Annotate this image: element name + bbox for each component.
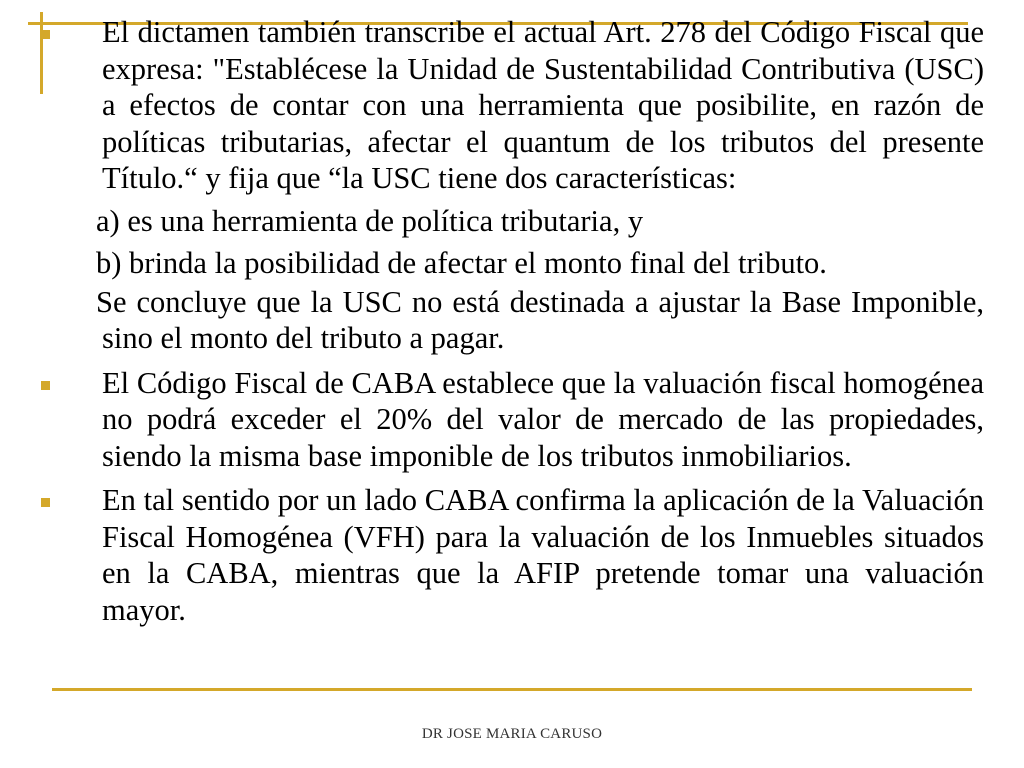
paragraph-text: El Código Fiscal de CABA establece que la valuación fiscal homogénea no podrá exceder el 20% del valor de mercado de las propiedades, siendo la misma base imponible de los tributos inmobiliarios. [102,365,984,473]
bullet-paragraph-codigo-fiscal [102,365,984,475]
paragraph-text: En tal sentido por un lado CABA confirma la aplicación de la Valuación Fiscal Homogénea (VFH) para la valuación de los Inmuebles situados en la CABA, mientras que la AFIP pretende tomar una valuación mayor. [102,483,984,627]
square-bullet-icon [41,30,50,39]
bottom-horizontal-rule [52,688,972,691]
slide-content [0,14,1024,628]
square-bullet-icon [41,498,50,507]
sub-item-b: b) brinda la posibilidad de afectar el monto final del tributo. [96,246,827,280]
bullet-paragraph-dictamen [102,14,984,197]
paragraph-text: El dictamen también transcribe el actual Art. 278 del Código Fiscal que expresa: "Establécese la Unidad de Sustentabilidad Contributiva (USC) a efectos de contar con una herramienta que posibilite, en razón de políticas tributarias, afectar el quantum de los tributos del presente Título.“ y fija que “la USC tiene dos características: [102,15,984,195]
square-bullet-icon [41,381,50,390]
bullet-paragraph-caba-afip [102,482,984,628]
footer-author: DR JOSE MARIA CARUSO [421,726,603,742]
conclusion-paragraph: Se concluye que la USC no está destinada a ajustar la Base Imponible, sino el monto del tributo a pagar. [96,284,984,355]
sub-item-a: a) es una herramienta de política tributaria, y [96,203,644,238]
